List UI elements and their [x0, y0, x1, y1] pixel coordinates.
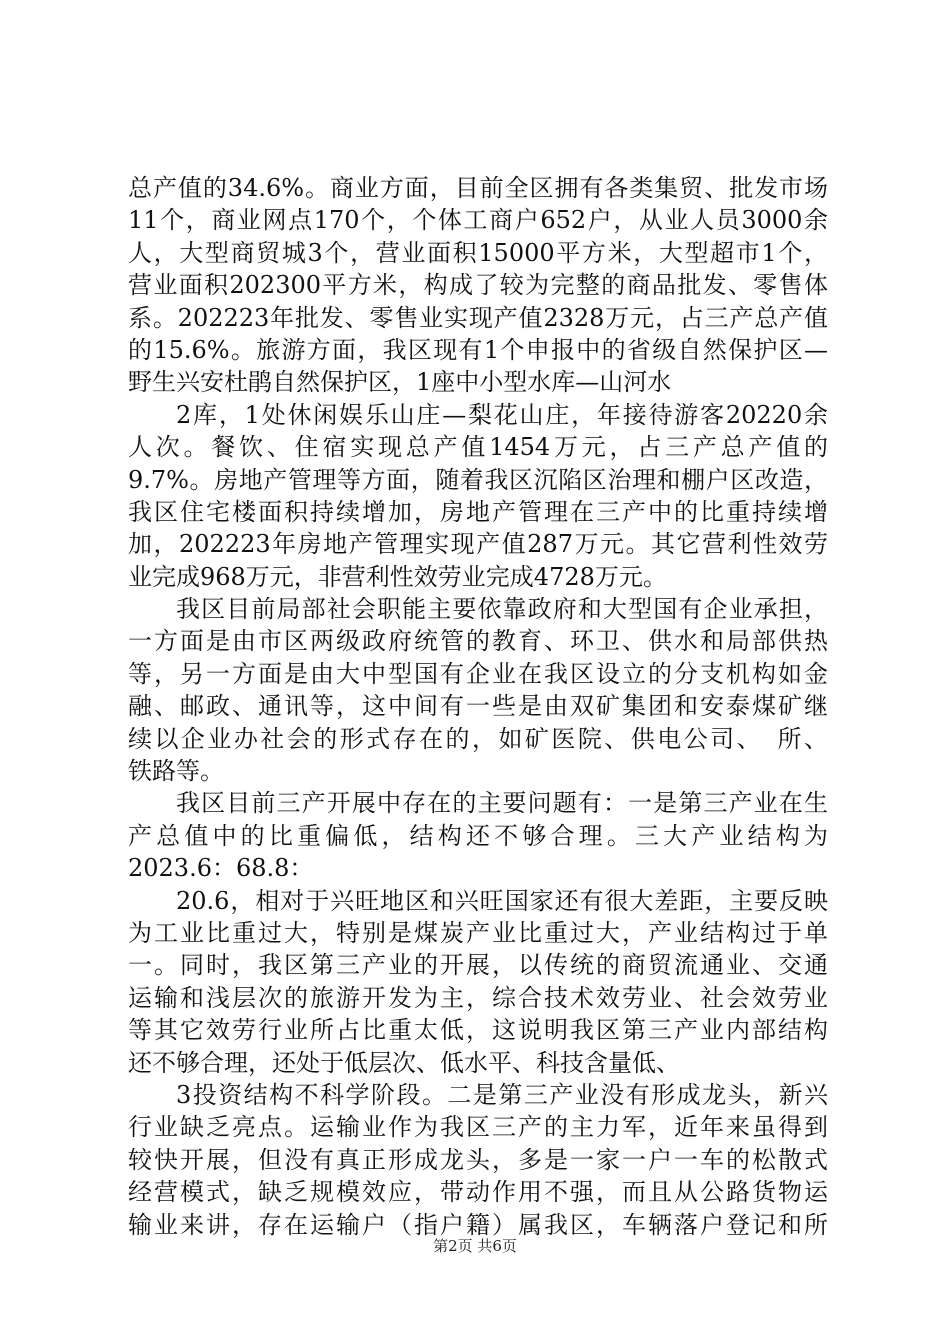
text-line: 输业来讲，存在运输户（指户籍）属我区，车辆落户登记和所: [128, 1210, 828, 1239]
text-line: 行业缺乏亮点。运输业作为我区三产的主力军，近年来虽得到: [128, 1113, 828, 1142]
text-line: 运输和浅层次的旅游开发为主，综合技术效劳业、社会效劳业: [128, 983, 828, 1012]
text-line: 我区住宅楼面积持续增加，房地产管理在三产中的比重持续增: [128, 497, 828, 526]
text-line: 人次。餐饮、住宿实现总产值1454万元，占三产总产值的: [128, 433, 828, 462]
text-line: 人，大型商贸城3个，营业面积15000平方米，大型超市1个，: [128, 238, 828, 267]
text-line: 较快开展，但没有真正形成龙头，多是一家一户一车的松散式: [128, 1145, 828, 1174]
text-line: 9.7%。房地产管理等方面，随着我区沉陷区治理和棚户区改造，: [128, 465, 828, 494]
text-line: 营业面积202300平方米，构成了较为完整的商品批发、零售体: [128, 271, 828, 300]
text-line: 融、邮政、通讯等，这中间有一些是由双矿集团和安泰煤矿继: [128, 692, 828, 721]
text-line: 2库，1处休闲娱乐山庄—梨花山庄，年接待游客20220余: [176, 400, 828, 429]
text-line: 产总值中的比重偏低，结构还不够合理。三大产业结构为: [128, 821, 828, 850]
text-line: 加，202223年房地产管理实现产值287万元。其它营利性效劳: [128, 530, 828, 559]
text-line: 总产值的34.6%。商业方面，目前全区拥有各类集贸、批发市场: [128, 174, 828, 202]
text-line: 等其它效劳行业所占比重太低，这说明我区第三产业内部结构: [128, 1016, 828, 1045]
text-line: 续以企业办社会的形式存在的，如矿医院、供电公司、 所、: [128, 724, 828, 753]
text-line: 我区目前三产开展中存在的主要问题有：一是第三产业在生: [176, 789, 828, 818]
text-line: 业完成968万元，非营利性效劳业完成4728万元。: [128, 562, 667, 591]
text-line: 20.6，相对于兴旺地区和兴旺国家还有很大差距，主要反映: [176, 886, 828, 915]
text-line: 2023.6：68.8：: [128, 854, 314, 883]
text-line: 野生兴安杜鹃自然保护区，1座中小型水库—山河水: [128, 368, 672, 397]
page-number-footer: 第2页 共6页: [433, 1237, 517, 1255]
text-line: 11个，商业网点170个，个体工商户652户，从业人员3000余: [128, 206, 828, 235]
text-line: 我区目前局部社会职能主要依靠政府和大型国有企业承担，: [176, 595, 828, 624]
text-line: 还不够合理，还处于低层次、低水平、科技含量低、: [128, 1048, 680, 1077]
text-line: 系。202223年批发、零售业实现产值2328万元，占三产总产值: [128, 303, 828, 332]
text-line: 3投资结构不科学阶段。二是第三产业没有形成龙头，新兴: [176, 1080, 828, 1109]
body-text: [128, 172, 828, 1241]
text-line: 一方面是由市区两级政府统管的教育、环卫、供水和局部供热: [128, 627, 828, 656]
text-line: 经营模式，缺乏规模效应，带动作用不强，而且从公路货物运: [128, 1178, 828, 1207]
text-line: 为工业比重过大，特别是煤炭产业比重过大，产业结构过于单: [128, 918, 828, 947]
text-line: 的15.6%。旅游方面，我区现有1个申报中的省级自然保护区—: [128, 335, 828, 364]
text-line: 等，另一方面是由大中型国有企业在我区设立的分支机构如金: [128, 659, 828, 688]
text-line: 铁路等。: [128, 757, 224, 786]
text-line: 一。同时，我区第三产业的开展，以传统的商贸流通业、交通: [128, 951, 828, 980]
